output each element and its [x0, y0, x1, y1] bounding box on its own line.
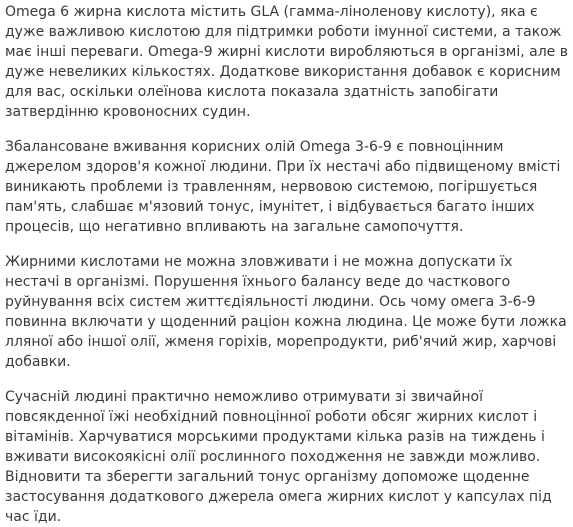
paragraph-modern-diet: Сучасній людині практично неможливо отримувати зі звичайної повсякденної їжі необхідний повноцінної роботи обсяг жирних кислот і вітамінів. Харчуватися морськими продуктами кілька разів на тиждень і вживати високоякісні олії рослинного походження не завжди можливо. Відновити та зберегти загальний тонус організму допоможе щоденне застосування додаткового джерела омега жирних кислот у капсулах під час їди.	[5, 389, 552, 525]
paragraph-balanced-intake: Збалансоване вживання корисних олій Omega 3-6-9 є повноцінним джерелом здоров'я кожної людини. При їх нестачі або підвищеному вмісті виникають проблеми із травленням, нервовою системою, погіршується пам'ять, слабшає м'язовий тонус, імунітет, і відбувається багато інших процесів, що негативно впливають на загальне самопочуття.	[5, 139, 561, 235]
paragraph-omega-6-9-benefits: Omega 6 жирна кислота містить GLA (гамма-ліноленову кислоту), яка є дуже важливою кислотою для підтримки роботи імунної системи, а також має інші переваги. Omega-9 жирні кислоти виробляються в організмі, але в дуже невеликих кількостях. Додаткове використання добавок є корисним для вас, оскільки олеїнова кислота показала здатність запобігати затвердінню кровоносних судин.	[5, 4, 568, 120]
article-body	[5, 2, 570, 527]
paragraph-fatty-acid-balance: Жирними кислотами не можна зловживати і не можна допускати їх нестачі в організмі. Порушення їхнього балансу веде до часткового руйнування всіх систем життєдіяльності людини. Ось чому омега 3-6-9 повинна включати у щоденний раціон кожна людина. Це може бути ложка лляної або іншої олії, жменя горіхів, морепродукти, риб'ячий жир, харчові добавки.	[5, 254, 567, 370]
